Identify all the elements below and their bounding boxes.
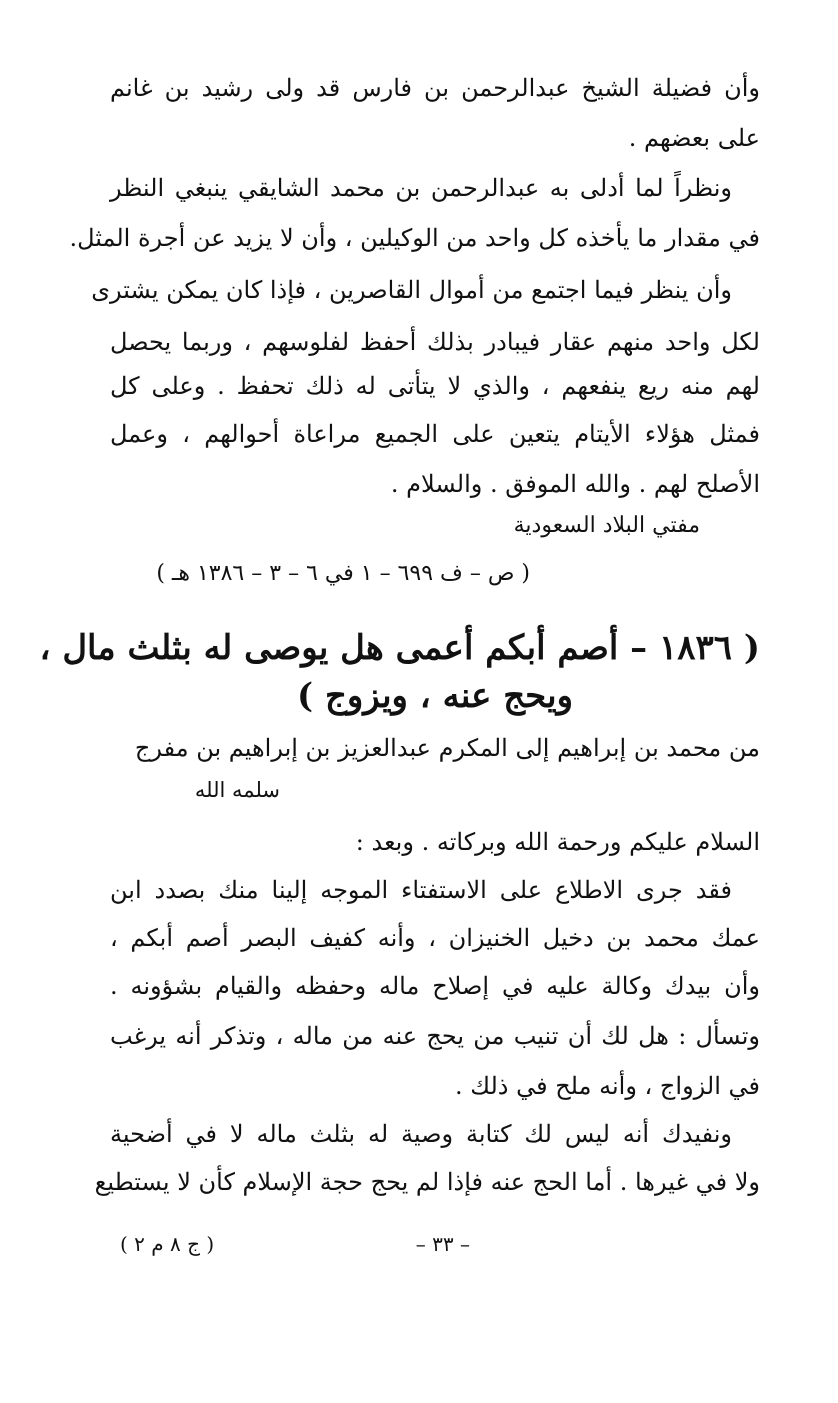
paragraph-4-line-1: فقد جرى الاطلاع على الاستفتاء الموجه إلينا منك بصدد ابن [110, 876, 732, 904]
paragraph-5-line-1: ونفيدك أنه ليس لك كتابة وصية له بثلث ماله لا في أضحية [110, 1120, 732, 1148]
paragraph-4-line-3: وأن بيدك وكالة عليه في إصلاح ماله وحفظه والقيام بشؤونه . [110, 972, 760, 1000]
paragraph-4-line-5: في الزواج ، وأنه ملح في ذلك . [454, 1072, 760, 1100]
paragraph-1-line-1: وأن فضيلة الشيخ عبدالرحمن بن فارس قد ولى رشيد بن غانم [110, 74, 760, 102]
letter-greeting: السلام عليكم ورحمة الله وبركاته . وبعد : [355, 828, 760, 856]
fatwa-heading-line-1: ( ١٨٣٦ – أصم أبكم أعمى هل يوصى له بثلث مال ، [39, 628, 760, 668]
paragraph-3-line-3: لهم منه ريع ينفعهم ، والذي لا يتأتى له ذلك تحفظ . وعلى كل [110, 372, 760, 400]
page-number: – ٣٣ – [415, 1232, 470, 1256]
paragraph-1-line-2: على بعضهم . [628, 124, 760, 152]
paragraph-4-line-2: عمك محمد بن دخيل الخنيزان ، وأنه كفيف البصر أصم أبكم ، [110, 924, 760, 952]
paragraph-3-line-4: فمثل هؤلاء الأيتام يتعين على الجميع مراعاة أحوالهم ، وعمل [110, 420, 760, 448]
paragraph-2-line-1: ونظراً لما أدلى به عبدالرحمن بن محمد الشايقي ينبغي النظر [110, 174, 732, 202]
fatwa-heading-line-2: ويحج عنه ، ويزوج ) [297, 676, 573, 716]
paragraph-4-line-4: وتسأل : هل لك أن تنيب من يحج عنه من ماله ، وتذكر أنه يرغب [110, 1022, 760, 1050]
paragraph-2-line-2: في مقدار ما يأخذه كل واحد من الوكيلين ، وأن لا يزيد عن أجرة المثل. [69, 224, 760, 252]
mufti-signature: مفتي البلاد السعودية [513, 513, 700, 538]
page-footer [110, 1232, 760, 1262]
letter-blessing: سلمه الله [194, 778, 280, 802]
paragraph-3-line-2: لكل واحد منهم عقار فيبادر بذلك أحفظ لفلوسهم ، وربما يحصل [110, 328, 760, 356]
paragraph-5-line-2: ولا في غيرها . أما الحج عنه فإذا لم يحج حجة الإسلام كأن لا يستطيع [94, 1168, 760, 1196]
paragraph-3-line-1: وأن ينظر فيما اجتمع من أموال القاصرين ، فإذا كان يمكن يشترى [91, 276, 732, 304]
letter-sender-line: من محمد بن إبراهيم إلى المكرم عبدالعزيز بن إبراهيم بن مفرج [134, 734, 760, 762]
reference-number: ( ص – ف ٦٩٩ – ١ في ٦ – ٣ – ١٣٨٦ هـ ) [156, 561, 530, 586]
volume-marker: ( ج ٨ م ٢ ) [120, 1232, 215, 1256]
paragraph-3-line-5: الأصلح لهم . والله الموفق . والسلام . [390, 470, 760, 498]
